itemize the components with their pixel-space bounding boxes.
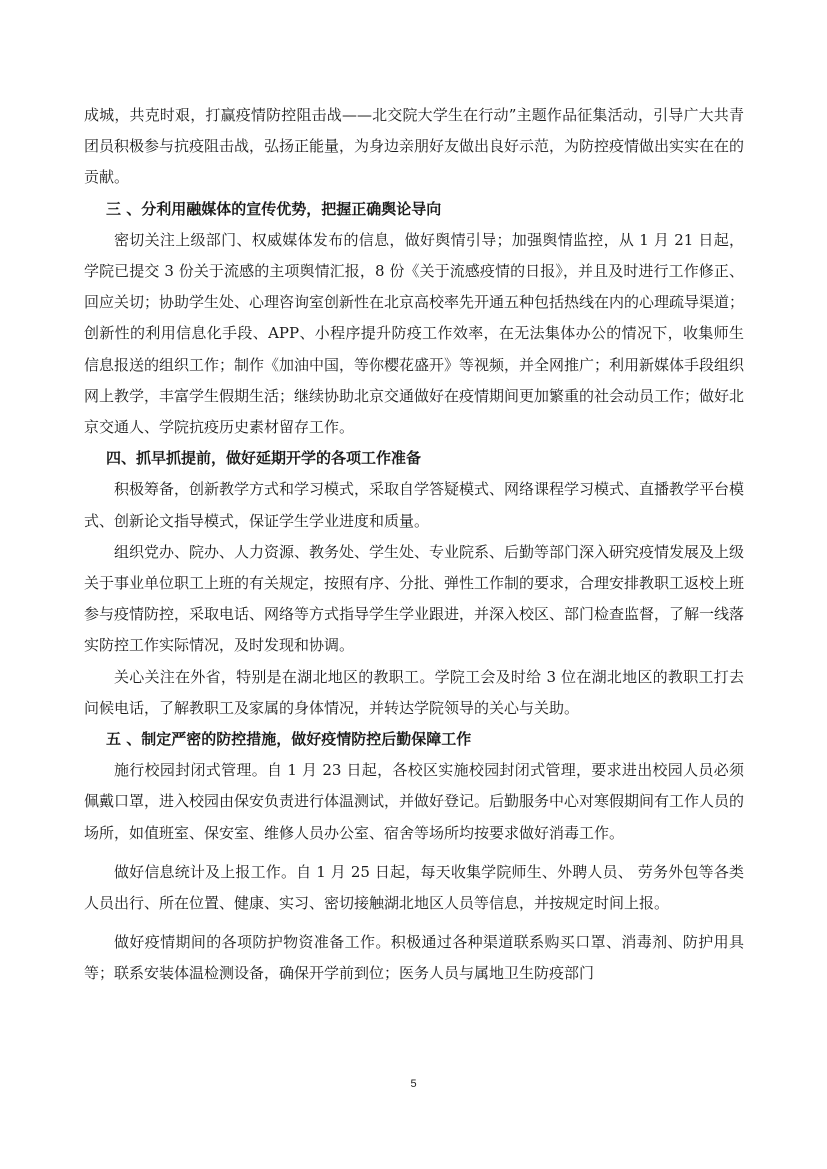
document-body xyxy=(84,100,744,990)
paragraph-4-1: 积极筹备，创新教学方式和学习模式，采取自学答疑模式、网络课程学习模式、直播教学平台模式、创新论文指导模式，保证学生学业进度和质量。 xyxy=(84,480,745,530)
paragraph-5-1: 施行校园封闭式管理。自 1 月 23 日起，各校区实施校园封闭式管理，要求进出校园人员必须佩戴口罩，进入校园由保安负责进行体温测试，并做好登记。后勤服务中心对寒假期间有工作人员的场所，如值班室、保安室、维修人员办公室、宿舍等场所均按要求做好消毒工作。 xyxy=(84,761,745,842)
paragraph-4-2: 组织党办、院办、人力资源、教务处、学生处、专业院系、后勤等部门深入研究疫情发展及上级关于事业单位职工上班的有关规定，按照有序、分批、弹性工作制的要求，合理安排教职工返校上班参与疫情防控，采取电话、网络等方式指导学生学业跟进，并深入校区、部门检查监督，了解一线落实防控工作实际情况，及时发现和协调。 xyxy=(84,542,745,655)
section-heading-4: 四、抓早抓提前，做好延期开学的各项工作准备 xyxy=(106,449,422,468)
paragraph-3-1: 密切关注上级部门、权威媒体发布的信息，做好舆情引导；加强舆情监控，从 1 月 21 日起，学院已提交 3 份关于流感的主项舆情汇报，8 份《关于流感疫情的日报》，并且及时进行工作修正、回应关切；协助学生处、心理咨询室创新性在北京高校率先开通五种包括热线在内的心理疏导渠道；创新性的利用信息化手段、APP、小程序提升防疫工作效率，在无法集体办公的情况下，收集师生信息报送的组织工作；制作《加油中国，等你樱花盛开》等视频，并全网推广；利用新媒体手段组织网上教学，丰富学生假期生活；继续协助北京交通做好在疫情期间更加繁重的社会动员工作；做好北京交通人、学院抗疫历史素材留存工作。 xyxy=(84,230,745,437)
paragraph-4-3: 关心关注在外省，特别是在湖北地区的教职工。学院工会及时给 3 位在湖北地区的教职工打去问候电话，了解教职工及家属的身体情况，并转达学院领导的关心与关助。 xyxy=(84,667,744,717)
section-heading-5: 五 、制定严密的防控措施，做好疫情防控后勤保障工作 xyxy=(106,730,472,749)
paragraph-5-3: 做好疫情期间的各项防护物资准备工作。积极通过各种渠道联系购买口罩、消毒剂、防护用具等；联系安装体温检测设备，确保开学前到位；医务人员与属地卫生防疫部门 xyxy=(84,933,744,983)
paragraph-continuation: 成城，共克时艰，打赢疫情防控阻击战——北交院大学生在行动”主题作品征集活动，引导广大共青团员积极参与抗疫阻击战，弘扬正能量，为身边亲朋好友做出良好示范，为防控疫情做出实实在在的贡献。 xyxy=(84,106,745,187)
section-heading-3: 三 、分利用融媒体的宣传优势，把握正确舆论导向 xyxy=(106,199,442,218)
paragraph-5-2: 做好信息统计及上报工作。自 1 月 25 日起，每天收集学院师生、外聘人员、 劳务外包等各类人员出行、所在位置、健康、实习、密切接触湖北地区人员等信息，并按规定时间上报。 xyxy=(84,862,744,913)
page-number: 5 xyxy=(410,1078,417,1090)
